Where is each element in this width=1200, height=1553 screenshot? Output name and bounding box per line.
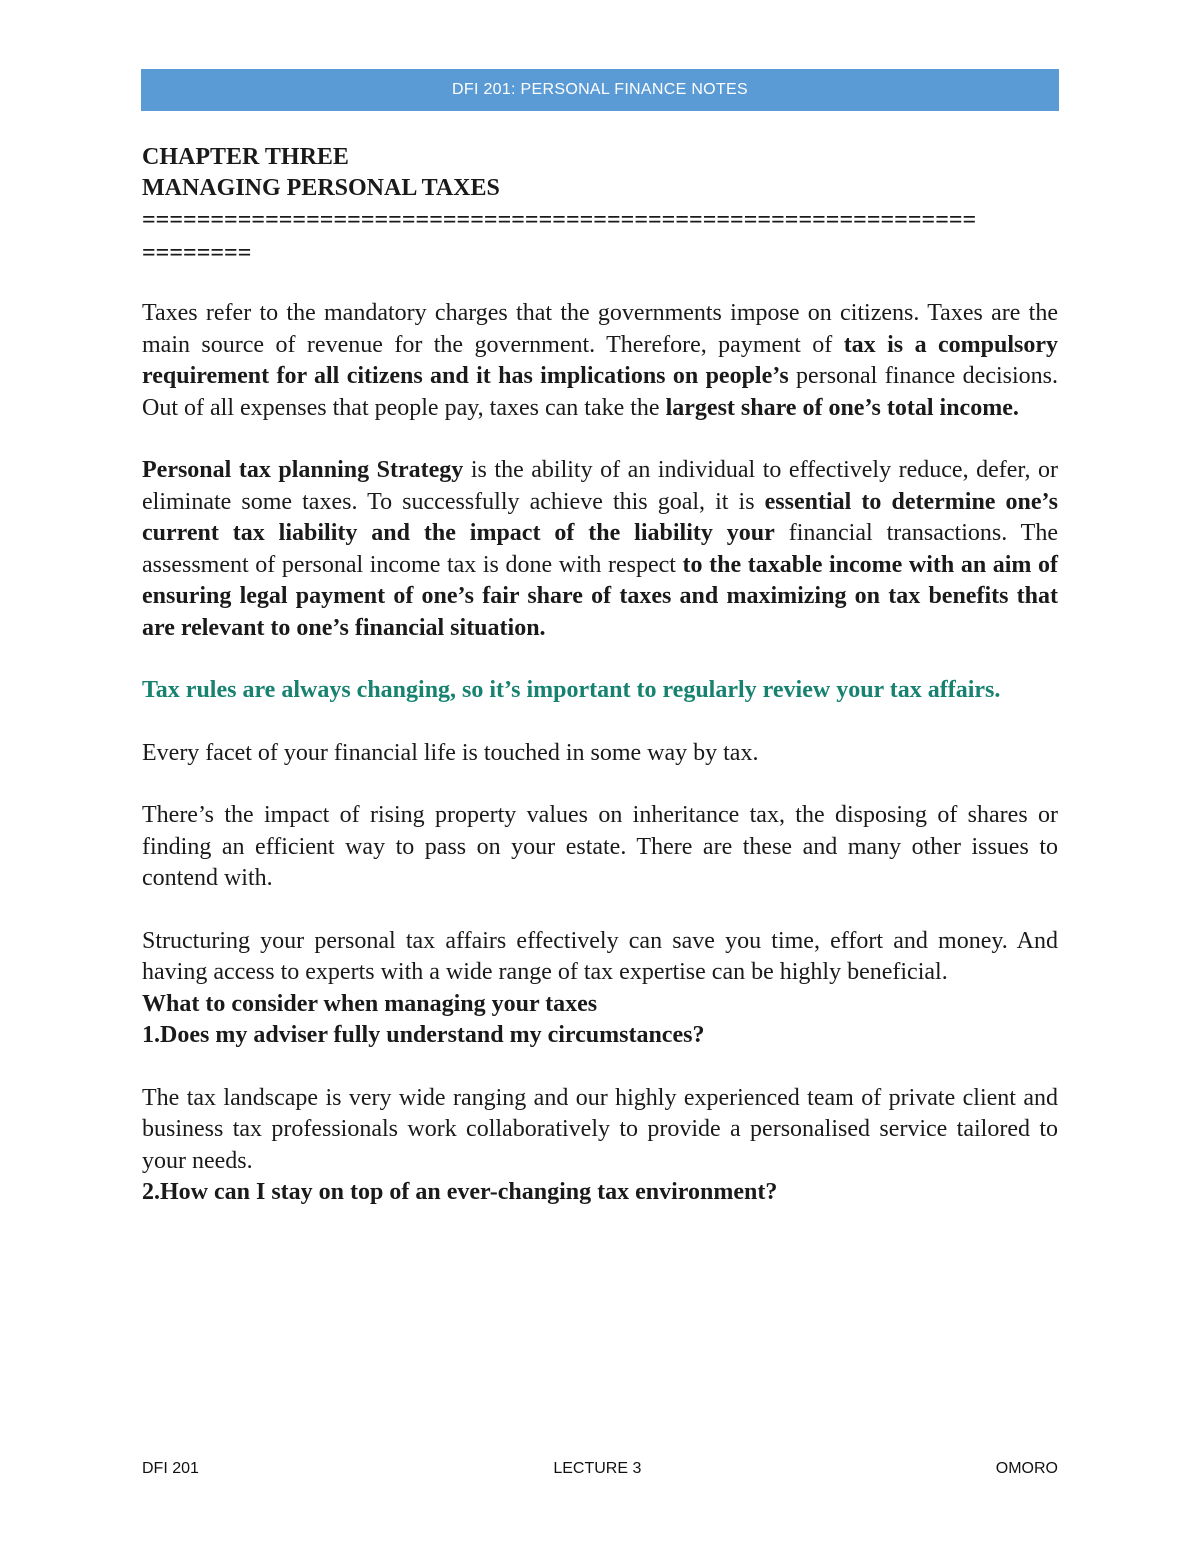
separator-rule-line-1: ============================================================= — [142, 207, 977, 233]
question-1-heading: 1.Does my adviser fully understand my circumstances? — [142, 1022, 705, 1048]
footer-lecture: LECTURE 3 — [553, 1460, 642, 1477]
facet-paragraph: Every facet of your financial life is touched in some way by tax. — [142, 739, 759, 766]
question-2-heading: 2.How can I stay on top of an ever-changing tax environment? — [142, 1179, 778, 1205]
strategy-text-1: is the ability of an individual to effectively reduce, defer, or eliminate some taxes. To successfully achieve this goal, it is — [142, 457, 1058, 515]
intro-text-4: largest share of one’s total income. — [665, 394, 1019, 421]
strategy-term: Personal tax planning Strategy — [142, 457, 464, 483]
running-header-title: DFI 201: PERSONAL FINANCE NOTES — [452, 81, 748, 98]
intro-text-3: personal finance decisions. Out of all expenses that people pay, taxes can take the — [142, 363, 1059, 421]
callout-paragraph: Tax rules are always changing, so it’s important to regularly review your tax affairs. — [142, 677, 1001, 703]
strategy-text-4: to the taxable income with an aim of ensuring legal payment of one’s fair share of taxes and maximizing on tax benefits that are relevant to one’s financial situation. — [142, 551, 1058, 641]
intro-paragraph — [142, 298, 1058, 424]
footer-author: OMORO — [995, 1460, 1058, 1477]
strategy-paragraph — [142, 455, 1058, 644]
consider-heading: What to consider when managing your taxes — [142, 990, 598, 1017]
running-header — [141, 69, 1059, 111]
strategy-text-3: financial transactions. The assessment of personal income tax is done with respect — [142, 520, 1058, 578]
intro-text-2: tax is a compulsory requirement for all citizens and it has implications on people’s — [142, 331, 1059, 389]
answer-1-paragraph: The tax landscape is very wide ranging and our highly experienced team of private client and business tax professionals work collaboratively to provide a personalised service tailored to your needs. — [142, 1084, 1058, 1174]
impact-paragraph: There’s the impact of rising property values on inheritance tax, the disposing of shares or finding an efficient way to pass on your estate. There are these and many other issues to contend with. — [142, 802, 1058, 891]
document-body — [142, 142, 1058, 1209]
separator-rule-line-2: ======== — [142, 240, 252, 266]
intro-text-1: Taxes refer to the mandatory charges that the governments impose on citizens. Taxes are the main source of revenue for the government. Therefore, payment of — [142, 300, 1058, 358]
strategy-text-2: essential to determine one’s current tax liability and the impact of the liability your — [142, 488, 1058, 546]
page-footer — [142, 1460, 1058, 1478]
chapter-number: CHAPTER THREE — [142, 144, 349, 170]
footer-course: DFI 201 — [142, 1460, 199, 1477]
chapter-title: MANAGING PERSONAL TAXES — [142, 175, 500, 201]
structuring-paragraph: Structuring your personal tax affairs effectively can save you time, effort and money. And having access to experts with a wide range of tax expertise can be highly beneficial. — [142, 927, 1058, 985]
